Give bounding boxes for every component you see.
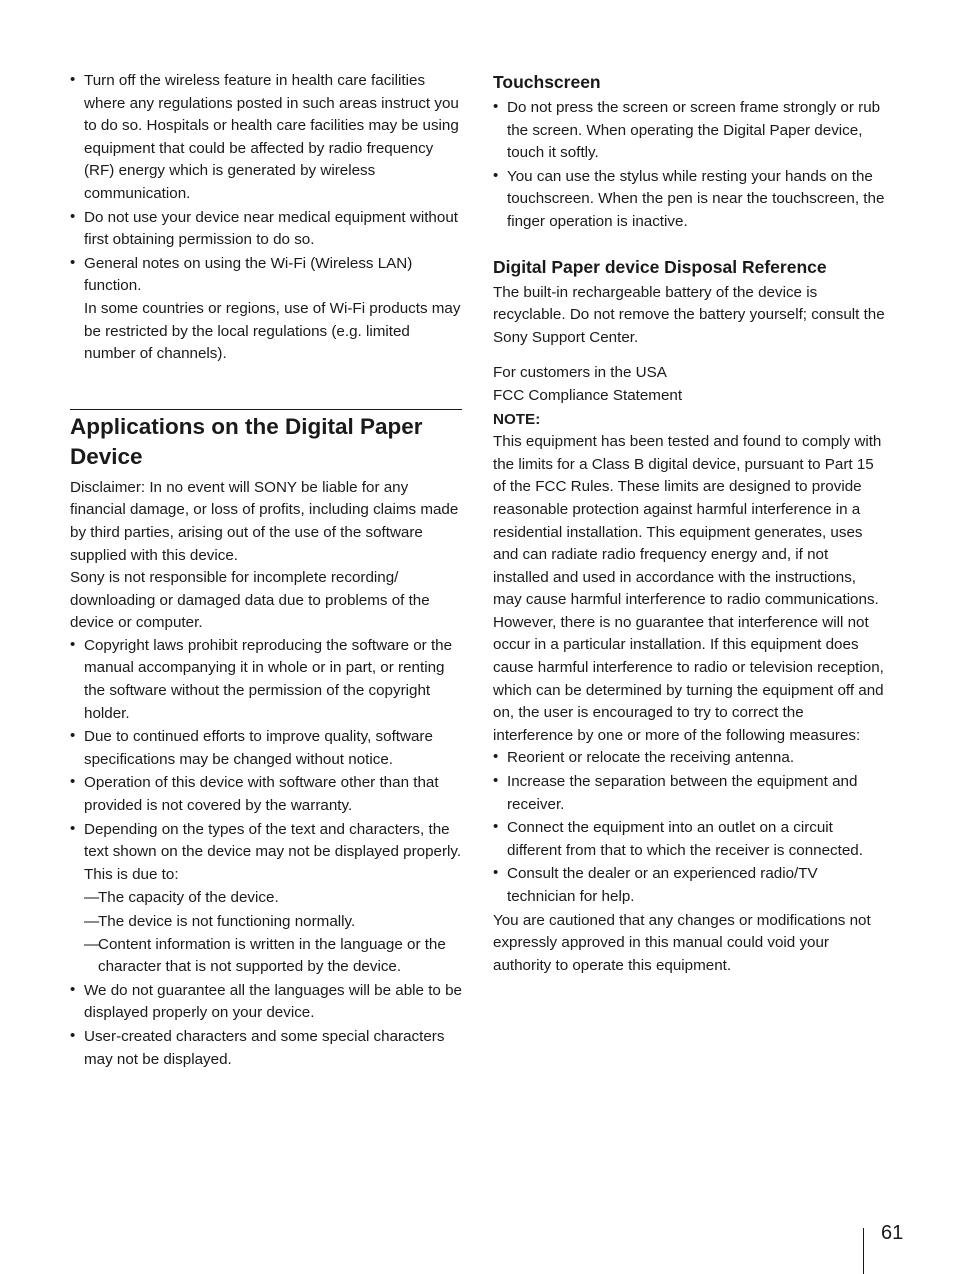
right-column xyxy=(493,70,885,977)
disclaimer-text: Disclaimer: In no event will SONY be liable for any financial damage, or loss of profits, including claims made by third parties, arising out of the use of the software supplied with this device. xyxy=(70,478,459,564)
list-item: • You can use the stylus while resting your hands on the touchscreen. When the pen is near the touchscreen, the finger operation is inactive. xyxy=(493,166,885,234)
page-number-divider xyxy=(863,1228,864,1274)
list-item-text: The capacity of the device. xyxy=(98,889,279,907)
list-item: • Connect the equipment into an outlet on a circuit different from that to which the receiver is connected. xyxy=(493,817,885,862)
list-item xyxy=(70,911,462,934)
list-item: • Increase the separation between the equipment and receiver. xyxy=(493,771,885,816)
list-item: • Depending on the types of the text and characters, the text shown on the device may not be displayed properly. This is due to: xyxy=(70,819,462,887)
list-item: • Operation of this device with software other than that provided is not covered by the warranty. xyxy=(70,772,462,817)
list-item: • We do not guarantee all the languages will be able to be displayed properly on your device. xyxy=(70,980,462,1025)
note-label: NOTE: xyxy=(493,410,541,428)
page-number: 61 xyxy=(881,1222,904,1244)
fcc-label: FCC Compliance Statement xyxy=(493,386,683,404)
list-item: • Do not use your device near medical equipment without first obtaining permission to do so. xyxy=(70,207,462,252)
list-item xyxy=(70,934,462,979)
fcc-statement-text: This equipment has been tested and found to comply with the limits for a Class B digital device, pursuant to Part 15 of the FCC Rules. These limits are designed to provide reasonable protection against harmful interference in a residential installation. This equipment generates, uses and can radiate radio frequency energy and, if not installed and used in accordance with the instructions, may cause harmful interference to radio communications. xyxy=(493,433,882,609)
left-column xyxy=(70,70,462,1072)
wifi-restriction-text: In some countries or regions, use of Wi-Fi products may be restricted by the local regulations (e.g. limited number of channels). xyxy=(84,299,461,363)
list-item: • Consult the dealer or an experienced radio/TV technician for help. xyxy=(493,863,885,908)
measures-list xyxy=(493,747,885,908)
disposal-text: The built-in rechargeable battery of the device is recyclable. Do not remove the battery yourself; consult the Sony Support Center. xyxy=(493,283,885,346)
wifi-notes-text: General notes on using the Wi-Fi (Wireless LAN) function. xyxy=(84,254,413,295)
responsibility-text: Sony is not responsible for incomplete recording/ downloading or damaged data due to problems of the device or computer. xyxy=(70,569,430,632)
list-item: • Turn off the wireless feature in health care facilities where any regulations posted in such areas instruct you to do so. Hospitals or health care facilities may be using equipment that could be affected by radio frequency (RF) energy which is generated by wireless communication. xyxy=(70,70,462,206)
touchscreen-list xyxy=(493,97,885,234)
wireless-notes-list xyxy=(70,70,462,366)
dash-marker: — xyxy=(84,912,100,930)
list-item: • User-created characters and some special characters may not be displayed. xyxy=(70,1026,462,1071)
list-item-text: Content information is written in the language or the character that is not supported by the device. xyxy=(98,935,446,976)
list-item: • Do not press the screen or screen frame strongly or rub the screen. When operating the Digital Paper device, touch it softly. xyxy=(493,97,885,165)
display-causes-list xyxy=(70,887,462,978)
list-item-text: The device is not functioning normally. xyxy=(98,912,356,930)
list-item xyxy=(70,887,462,910)
touchscreen-heading: Touchscreen xyxy=(493,72,601,92)
usa-label: For customers in the USA xyxy=(493,364,667,382)
section-divider xyxy=(70,409,462,472)
list-item: • Copyright laws prohibit reproducing the software or the manual accompanying it in whole or in part, or renting the software without the permission of the copyright holder. xyxy=(70,635,462,725)
list-item xyxy=(70,253,462,366)
dash-marker: — xyxy=(84,935,100,953)
applications-notes-list xyxy=(70,635,462,887)
dash-marker: — xyxy=(84,889,100,907)
disposal-heading: Digital Paper device Disposal Reference xyxy=(493,256,827,277)
list-item: • Due to continued efforts to improve quality, software specifications may be changed without notice. xyxy=(70,726,462,771)
list-item: • Reorient or relocate the receiving antenna. xyxy=(493,747,885,770)
interference-text: However, there is no guarantee that interference will not occur in a particular installation. If this equipment does cause harmful interference to radio or television reception, which can be determined by turning the equipment off and on, the user is encouraged to try to correct the interference by one or more of the following measures: xyxy=(493,613,884,744)
language-notes-list xyxy=(70,980,462,1071)
caution-text: You are cautioned that any changes or modifications not expressly approved in this manual could void your authority to operate this equipment. xyxy=(493,911,871,974)
section-title: Applications on the Digital Paper Device xyxy=(70,413,423,469)
